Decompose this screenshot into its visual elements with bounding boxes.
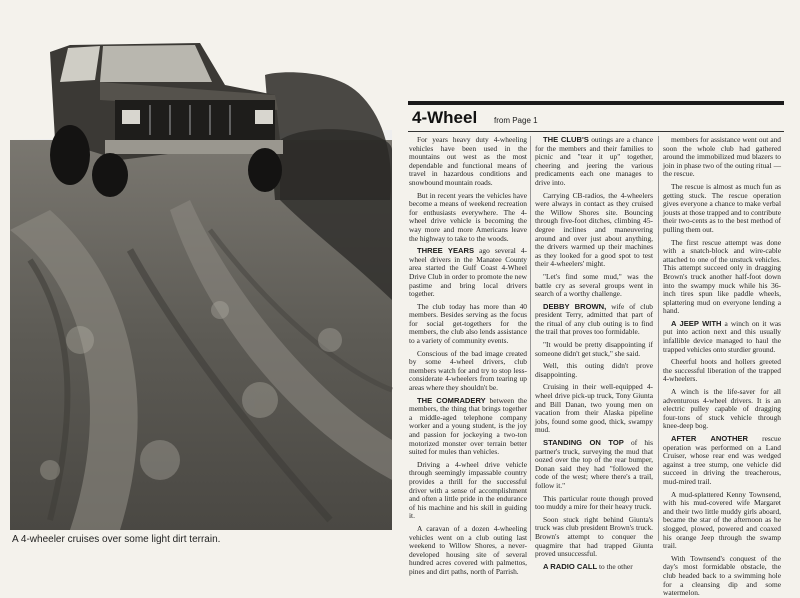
article-paragraph bbox=[663, 358, 781, 384]
article-column-2 bbox=[535, 135, 653, 571]
article-paragraph bbox=[409, 192, 527, 244]
paragraph-text: a winch on it was put into action next and this usually infallible device managed to haul the trapped vehicles onto sturdier ground. bbox=[663, 318, 781, 354]
article-paragraph bbox=[663, 388, 781, 431]
article-paragraph bbox=[535, 516, 653, 559]
paragraph-text: This particular route though proved too muddy a mire for their heavy truck. bbox=[535, 493, 653, 512]
paragraph-text: A winch is the life-saver for all adventurous 4-wheel drivers. It is an electric pulley capable of dragging four-tons of stuck vehicle through knee-deep bog. bbox=[663, 387, 781, 431]
article-column-3 bbox=[663, 135, 781, 598]
article-headline: 4-Wheel bbox=[412, 108, 478, 127]
article-paragraph bbox=[409, 303, 527, 346]
paragraph-text: Driving a 4-wheel drive vehicle through seemingly impassable country provides a thrill for the successful driver with a sense of accomplishment and often a little pride in the endurance of his machine and his skill in guiding it. bbox=[409, 459, 527, 521]
article-paragraph bbox=[409, 525, 527, 577]
paragraph-text: Soon stuck right behind Giunta's truck was club president Brown's truck. Brown's attempt to conquer the quagmire that had trapped Giunta proved unsuccessful. bbox=[535, 514, 653, 559]
column-separator bbox=[658, 136, 659, 541]
jump-line: from Page 1 bbox=[494, 116, 538, 125]
paragraph-text: ago several 4-wheel drivers in the Manatee County area started the Gulf Coast 4-Wheel Drive Club in order to promote the new pastime and bring local drivers together. bbox=[409, 246, 527, 299]
photo-caption: A 4-wheeler cruises over some light dirt terrain. bbox=[12, 534, 221, 545]
paragraph-text: The club today has more than 40 members. Besides serving as the focus for social get-togethers for the members, the club also lends assistance to a variety of community events. bbox=[409, 301, 527, 346]
article-paragraph bbox=[535, 383, 653, 435]
article-paragraph bbox=[409, 136, 527, 188]
paragraph-text: of his partner's truck, surveying the mud that oozed over the top of the rear bumper, Donan said they had "followed the code of the west; where there's a trail, follow it." bbox=[535, 438, 653, 490]
article-paragraph bbox=[663, 239, 781, 316]
article-paragraph bbox=[663, 435, 781, 487]
article-paragraph bbox=[535, 563, 653, 572]
paragraph-text: members for assistance went out and soon the whole club had gathered around the immobilized mud blazers to join in phase two of the outing ritual — the rescue. bbox=[663, 135, 781, 179]
paragraph-lead-in: A RADIO CALL bbox=[543, 561, 598, 571]
paragraph-text: With Townsend's conquest of the day's most formidable obstacle, the club headed back to a swimming hole for a cleansing dip and some watermelon. bbox=[663, 553, 781, 598]
paragraph-text: A caravan of a dozen 4-wheeling vehicles went on a club outing last weekend to Willow Shores, a never-developed housing site of several hundred acres covered with palmettos, pines and dirt paths, north of Parrish. bbox=[409, 523, 527, 576]
paragraph-lead-in: THREE YEARS bbox=[417, 246, 475, 256]
headline-underline bbox=[408, 131, 784, 132]
paragraph-text: to the other bbox=[599, 561, 633, 571]
article-paragraph bbox=[409, 247, 527, 299]
paragraph-text: Cheerful hoots and hollers greeted the successful liberation of the trapped 4-wheelers. bbox=[663, 357, 781, 384]
article-paragraph bbox=[663, 320, 781, 354]
article-paragraph bbox=[535, 192, 653, 269]
paragraph-lead-in: DEBBY BROWN, bbox=[543, 301, 607, 311]
paragraph-text: The rescue is almost as much fun as getting stuck. The rescue operation gives everyone a chance to make verbal jousts at those trapped and to contribute their two-cents as to the best method of pulling them out. bbox=[663, 181, 781, 234]
paragraph-text: outings are a chance for the members and their families to picnic and "tear it up" together, cheering and jeering the various predicaments each one manages to drive into. bbox=[535, 135, 653, 187]
paragraph-text: rescue operation was performed on a Land Cruiser, whose rear end was wedged against a tree stump, one vehicle did succeed in driving the treacherous, mud-mired trail. bbox=[663, 434, 781, 486]
paragraph-lead-in: THE COMRADERY bbox=[417, 395, 486, 405]
article-paragraph bbox=[535, 303, 653, 337]
article-paragraph bbox=[535, 273, 653, 299]
paragraph-text: The first rescue attempt was done with a snatch-block and wire-cable attached to one of the unstuck vehicles. This attempt succeed only in dragging Brown's truck another half-foot down into the swampy muck while his 36-inch tires spun like paddle wheels, splattering mud on everyone lending a hand. bbox=[663, 237, 781, 316]
article-column-1 bbox=[409, 135, 527, 576]
article-paragraph bbox=[663, 136, 781, 179]
article-paragraph bbox=[535, 495, 653, 512]
paragraph-text: wife of club president Terry, admitted that part of the ritual of any club outing is to find the trail that proves too formidable. bbox=[535, 301, 653, 337]
paragraph-lead-in: STANDING ON TOP bbox=[543, 438, 624, 447]
paragraph-lead-in: A JEEP WITH bbox=[671, 318, 722, 328]
article-paragraph bbox=[535, 341, 653, 358]
paragraph-text: Cruising in their well-equipped 4-wheel drive pick-up truck, Tony Giunta and Bill Danan, two young men on vacation from their Alaska pipeline jobs, found some good, thick, swampy mud. bbox=[535, 382, 653, 435]
paragraph-text: A mud-splattered Kenny Townsend, with his mud-covered wife Margaret and their two little muddy girls aboard, became the star of the afternoon as he slogged, plowed, powered and coaxed his orange Jeep through the swamp trail. bbox=[663, 489, 781, 551]
paragraph-text: But in recent years the vehicles have become a means of weekend recreation for enthusiasts everywhere. The 4-wheel drive vehicle is becoming the way more and more Americans leave the highway to take to the woods. bbox=[409, 190, 527, 243]
article-paragraph bbox=[535, 362, 653, 379]
paragraph-text: Conscious of the bad image created by some 4-wheel drivers, club members watch for and try to stop less-considerate 4-wheelers from tearing up areas where they shouldn't be. bbox=[409, 348, 527, 393]
paragraph-text: Well, this outing didn't prove disappointing. bbox=[535, 361, 653, 379]
article-paragraph bbox=[409, 397, 527, 457]
paragraph-text: For years heavy duty 4-wheeling vehicles have been used in the mountains out west as the most dependable and functional means of travel in hazardous conditions and snowbound mountain roads. bbox=[409, 135, 527, 187]
article-paragraph bbox=[663, 555, 781, 598]
article-paragraph bbox=[663, 491, 781, 551]
headline-rule bbox=[408, 101, 784, 105]
article-paragraph bbox=[535, 439, 653, 491]
truck-illustration bbox=[0, 0, 420, 200]
column-separator bbox=[530, 136, 531, 541]
paragraph-lead-in: THE CLUB'S bbox=[543, 135, 589, 144]
paragraph-text: "It would be pretty disappointing if someone didn't get stuck," she said. bbox=[535, 340, 653, 358]
paragraph-lead-in: AFTER ANOTHER bbox=[671, 434, 748, 443]
paragraph-text: between the members, the thing that brings together a middle-aged telephone company worker and a young student, is the joy and passion for jockeying a two-ton motorized monster over terrain better suited for mules than vehicles. bbox=[409, 395, 527, 457]
paragraph-text: Carrying CB-radios, the 4-wheelers were always in contact as they cruised the Willow Shores site. Bouncing through five-foot ditches, climbing 45-degree inclines and maneuvering around and over just about anything, the drivers warmed up their machines as they looked for a good spot to test their 4-wheelers' might. bbox=[535, 190, 653, 269]
article-paragraph bbox=[409, 461, 527, 521]
article-paragraph bbox=[535, 136, 653, 188]
article-paragraph bbox=[409, 350, 527, 393]
paragraph-text: "Let's find some mud," was the battle cry as several groups went in search of a worthy challenge. bbox=[535, 271, 653, 299]
article-paragraph bbox=[663, 183, 781, 235]
